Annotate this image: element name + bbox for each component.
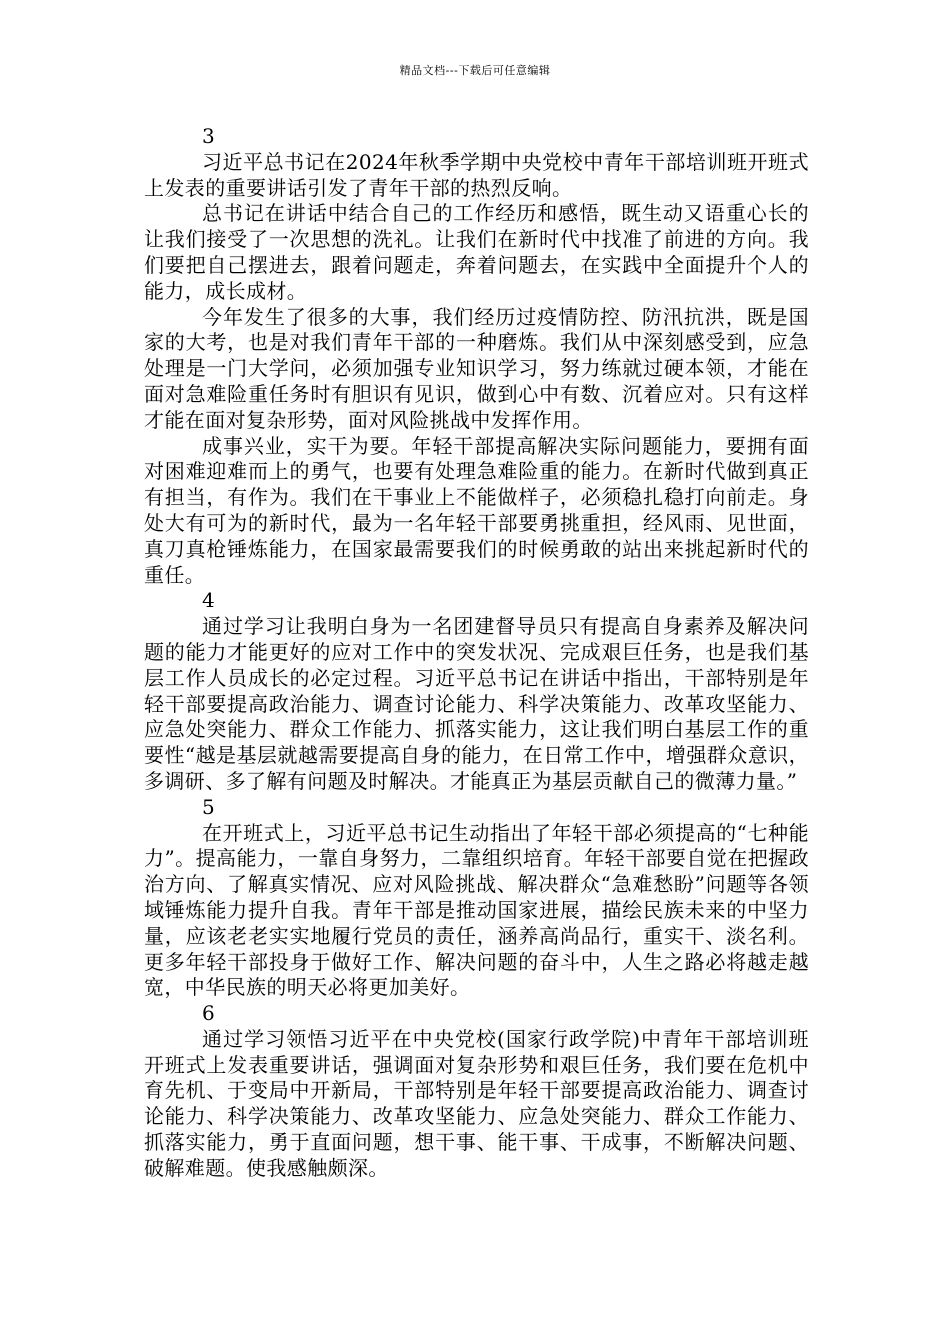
paragraph: 通过学习领悟习近平在中央党校(国家行政学院)中青年干部培训班开班式上发表重要讲话，强调面对复杂形势和艰巨任务，我们要在危机中育先机、于变局中开新局，干部特别是年轻干部要提高政治能力、调查讨论能力、科学决策能力、改革攻坚能力、应急处突能力、群众工作能力、抓落实能力，勇于直面问题，想干事、能干事、干成事，不断解决问题、破解难题。使我感触颇深。 [144,1026,809,1180]
section-number: 3 [202,124,216,148]
paragraph: 成事兴业，实干为要。年轻干部提高解决实际问题能力，要拥有面对困难迎难而上的勇气，也要有处理急难险重的能力。在新时代做到真正有担当，有作为。我们在干事业上不能做样子，必须稳扎稳打向前走。身处大有可为的新时代，最为一名年轻干部要勇挑重担，经风雨、见世面，真刀真枪锤炼能力，在国家最需要我们的时候勇敢的站出来挑起新时代的重任。 [144,433,809,587]
section-number: 5 [202,794,216,819]
paragraph: 在开班式上，习近平总书记生动指出了年轻干部必须提高的“七种能力”。提高能力，一靠自身努力，二靠组织培育。年轻干部要自觉在把握政治方向、了解真实情况、应对风险挑战、解决群众“急难愁盼”问题等各领域锤炼能力提升自我。青年干部是推动国家进展，描绘民族未来的中坚力量，应该老老实实地履行党员的责任，涵养高尚品行，重实干、淡名利。更多年轻干部投身于做好工作、解决问题的奋斗中，人生之路必将越走越宽，中华民族的明天必将更加美好。 [144,820,809,1000]
paragraph: 通过学习让我明白身为一名团建督导员只有提高自身素养及解决问题的能力才能更好的应对工作中的突发状况、完成艰巨任务，也是我们基层工作人员成长的必定过程。习近平总书记在讲话中指出，干部特别是年轻干部要提高政治能力、调查讨论能力、科学决策能力、改革攻坚能力、应急处突能力、群众工作能力、抓落实能力，这让我们明白基层工作的重要性“越是基层就越需要提高自身的能力，在日常工作中，增强群众意识，多调研、多了解有问题及时解决。才能真正为基层贡献自己的微薄力量。” [144,614,809,793]
section-number: 6 [202,1001,216,1026]
section-number: 4 [202,588,216,613]
document-body [144,124,809,1182]
page-header: 精品文档---下载后可任意编辑 [399,64,551,77]
paragraph: 总书记在讲话中结合自己的工作经历和感悟，既生动又语重心长的让我们接受了一次思想的洗礼。让我们在新时代中找准了前进的方向。我们要把自己摆进去，跟着问题走，奔着问题去，在实践中全面提升个人的能力，成长成材。 [144,201,809,303]
paragraph: 习近平总书记在2024年秋季学期中央党校中青年干部培训班开班式上发表的重要讲话引发了青年干部的热烈反响。 [144,149,809,200]
paragraph: 今年发生了很多的大事，我们经历过疫情防控、防汛抗洪，既是国家的大考，也是对我们青年干部的一种磨炼。我们从中深刻感受到，应急处理是一门大学问，必须加强专业知识学习，努力练就过硬本领，才能在面对急难险重任务时有胆识有见识，做到心中有数、沉着应对。只有这样才能在面对复杂形势，面对风险挑战中发挥作用。 [144,304,809,432]
